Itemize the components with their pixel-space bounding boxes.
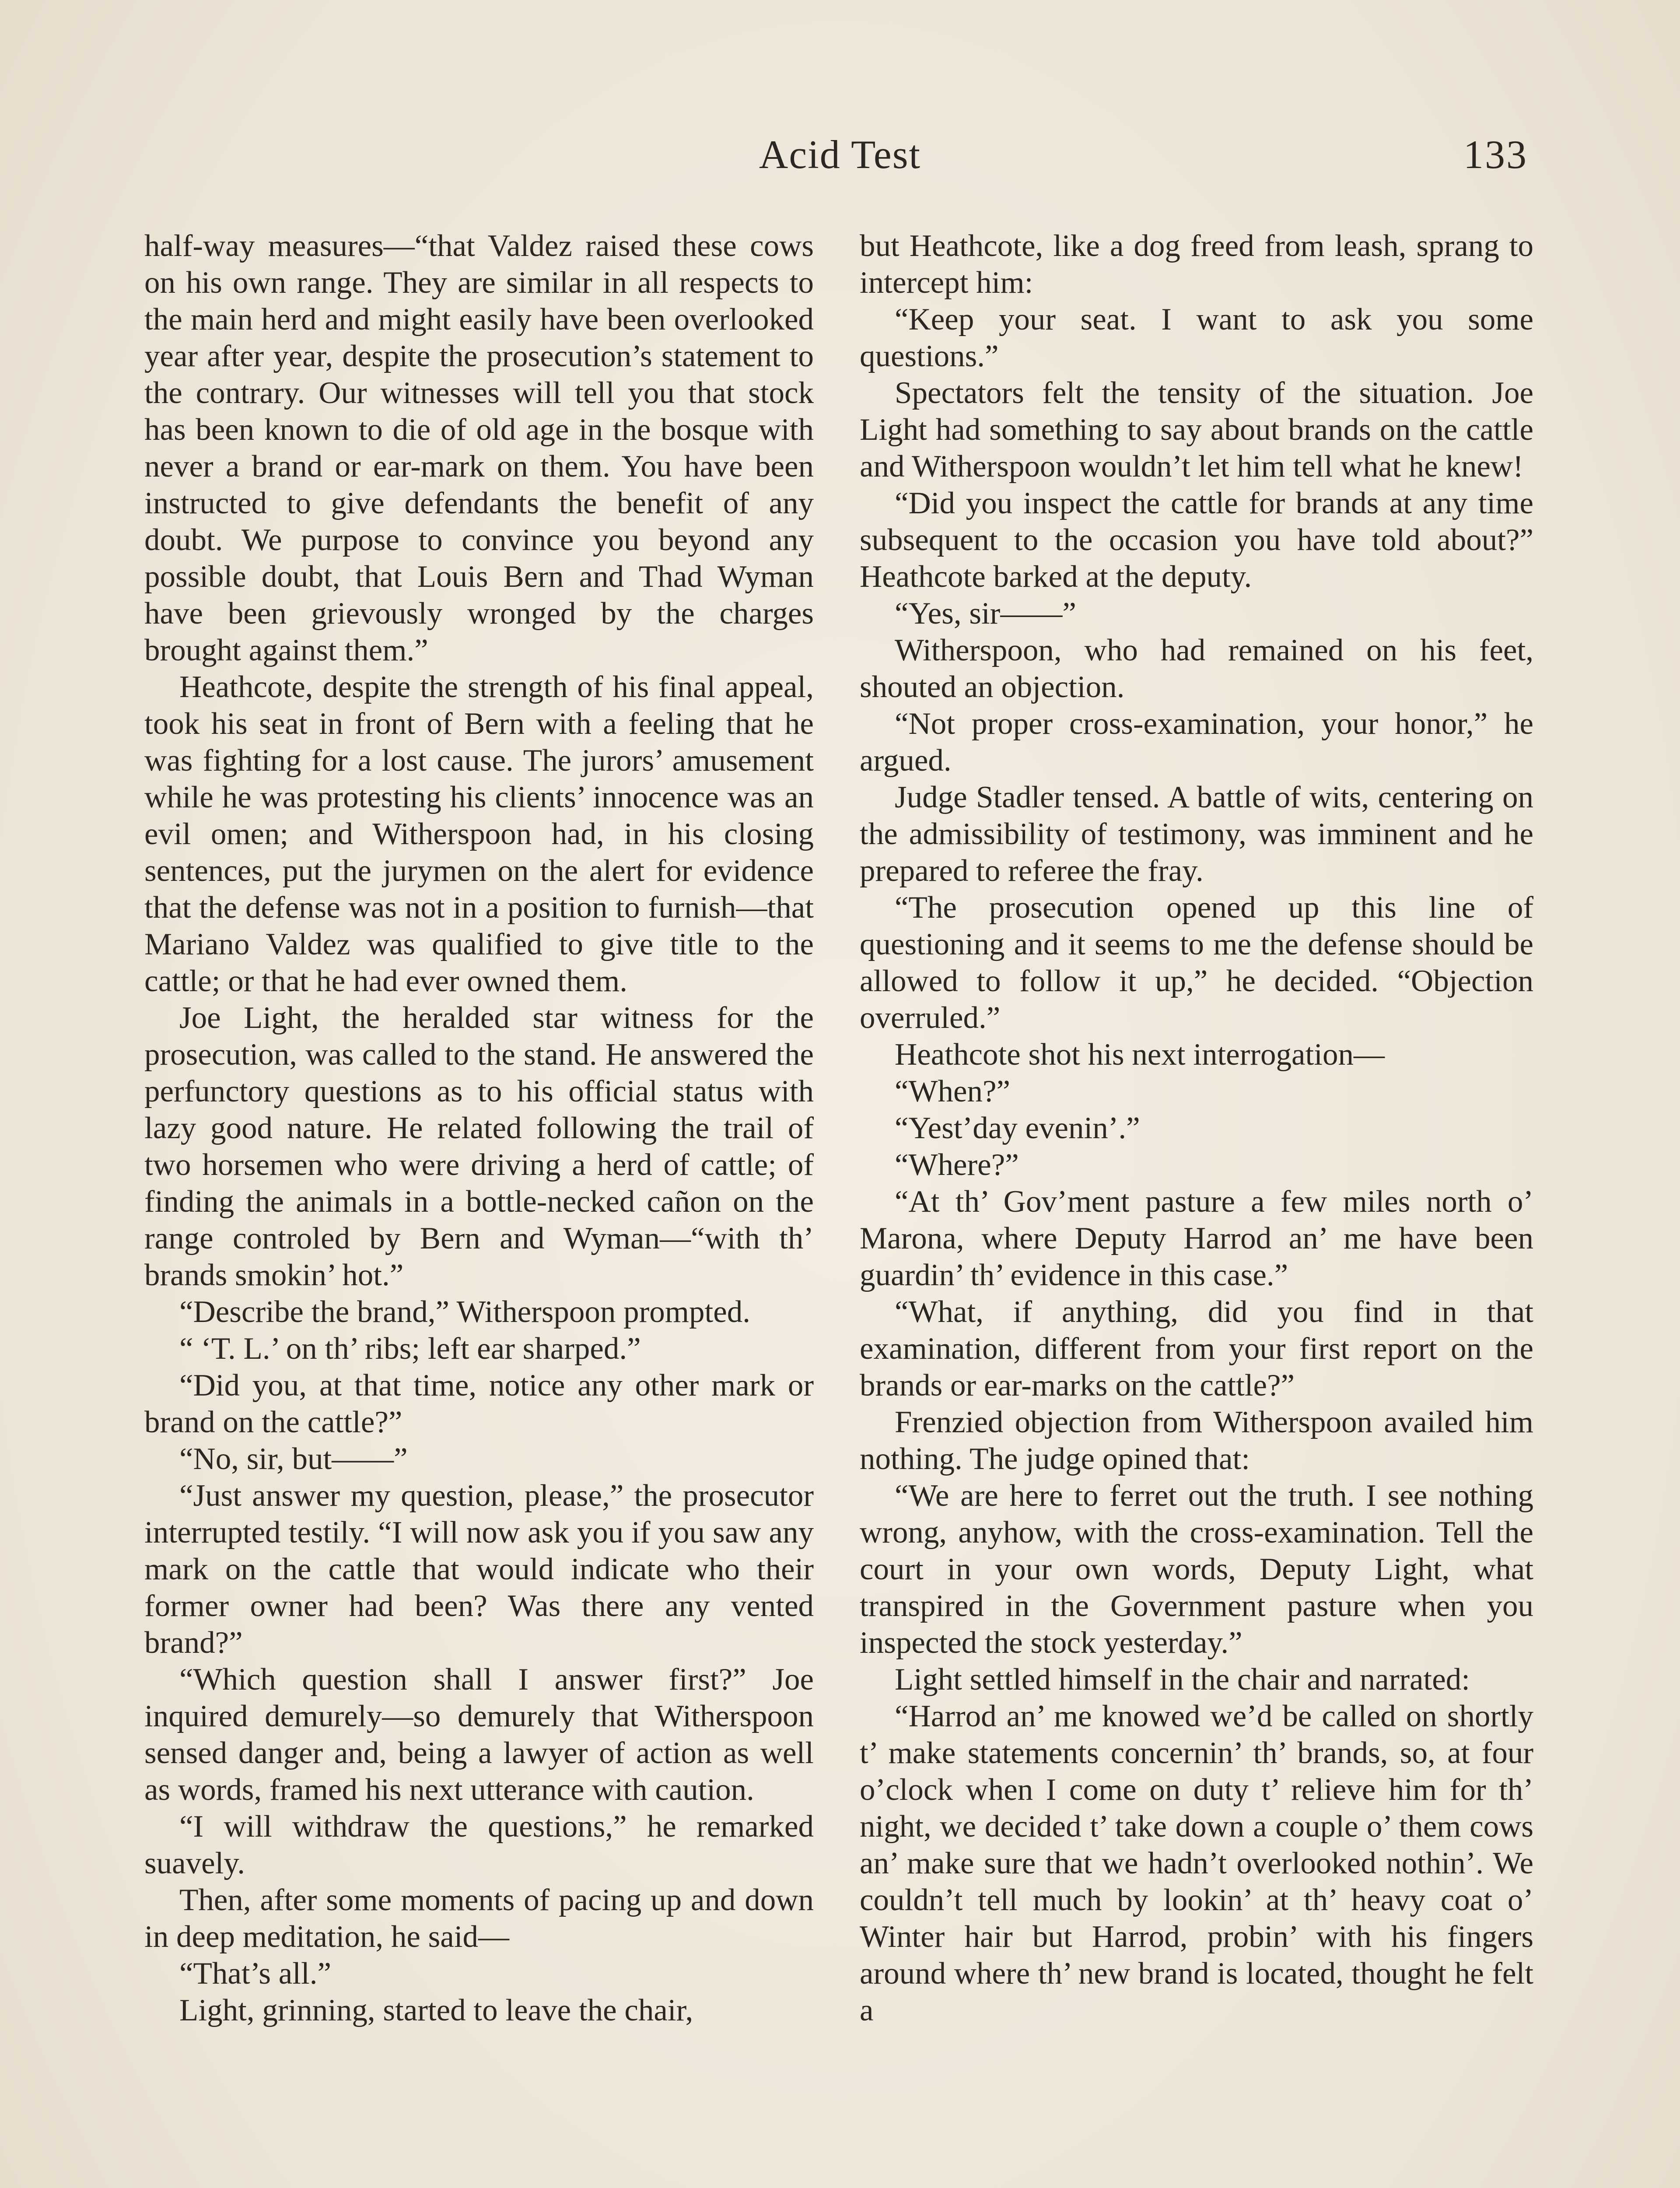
paragraph: “Just answer my question, please,” the prosecutor interrupted testily. “I will now ask you if you saw any mark on the cattle that would indicate who their former owner had been? Was there any vented brand?”: [144, 1479, 814, 1660]
paragraph: but Heathcote, like a dog freed from leash, sprang to intercept him:: [860, 229, 1533, 300]
paragraph: half-way measures—“that Valdez raised these cows on his own range. They are similar in all respects to the main herd and might easily have been overlooked year after year, despite the prosecution’s statement to the contrary. Our witnesses will tell you that stock has been known to die of old age in the bosque with never a brand or ear-mark on them. You have been instructed to give defendants the benefit of any doubt. We purpose to convince you beyond any possible doubt, that Louis Bern and Thad Wyman have been grievously wronged by the charges brought against them.”: [144, 229, 814, 667]
paragraph: “No, sir, but——”: [179, 1442, 408, 1476]
right-text-column: [860, 228, 1533, 2188]
paragraph: “Did you inspect the cattle for brands at any time subsequent to the occasion you have told about?” Heathcote barked at the deputy.: [860, 486, 1533, 594]
paragraph: Heathcote shot his next interrogation—: [895, 1038, 1385, 1072]
running-header-title: Acid Test: [759, 132, 921, 177]
paragraph: “Keep your seat. I want to ask you some questions.”: [860, 302, 1533, 373]
paragraph: Frenzied objection from Witherspoon availed him nothing. The judge opined that:: [860, 1405, 1533, 1476]
paragraph: “Yest’day evenin’.”: [895, 1111, 1140, 1145]
paragraph: Heathcote, despite the strength of his final appeal, took his seat in front of Bern with a feeling that he was fighting for a lost cause. The jurors’ amusement while he was protesting his clients’ innocence was an evil omen; and Witherspoon had, in his closing sentences, put the jurymen on the alert for evidence that the defense was not in a position to furnish—that Mariano Valdez was qualified to give title to the cattle; or that he had ever owned them.: [144, 670, 814, 998]
paragraph: Light, grinning, started to leave the chair,: [179, 1993, 693, 2027]
paragraph: “Describe the brand,” Witherspoon prompted.: [179, 1295, 750, 1329]
paragraph: “What, if anything, did you find in that examination, different from your first report on the brands or ear-marks on the cattle?”: [860, 1295, 1533, 1403]
paragraph: “At th’ Gov’ment pasture a few miles north o’ Marona, where Deputy Harrod an’ me have been guardin’ th’ evidence in this case.”: [860, 1185, 1533, 1292]
left-text-column: [144, 228, 814, 2188]
paragraph: “We are here to ferret out the truth. I see nothing wrong, anyhow, with the cross-examination. Tell the court in your own words, Deputy Light, what transpired in the Government pasture when you inspected the stock yesterday.”: [860, 1479, 1533, 1660]
paragraph: Then, after some moments of pacing up and down in deep meditation, he said—: [144, 1883, 814, 1954]
paragraph: “ ‘T. L.’ on th’ ribs; left ear sharped.”: [179, 1332, 641, 1366]
page-number: 133: [1463, 132, 1528, 177]
paragraph: “The prosecution opened up this line of questioning and it seems to me the defense should be allowed to follow it up,” he decided. “Objection overruled.”: [860, 891, 1533, 1035]
paragraph: “That’s all.”: [179, 1957, 331, 1991]
paragraph: “Where?”: [895, 1148, 1019, 1182]
paragraph: “Yes, sir——”: [895, 596, 1076, 631]
paragraph: “Harrod an’ me knowed we’d be called on shortly t’ make statements concernin’ th’ brands, so, at four o’clock when I come on duty t’ relieve him for th’ night, we decided t’ take down a couple o’ them cows an’ make sure that we hadn’t overlooked nothin’. We couldn’t tell much by lookin’ at th’ heavy coat o’ Winter hair but Harrod, probin’ with his fingers around where th’ new brand is located, thought he felt a: [860, 1699, 1533, 2027]
paragraph: “Which question shall I answer first?” Joe inquired demurely—so demurely that Witherspoon sensed danger and, being a lawyer of action as well as words, framed his next utterance with caution.: [144, 1662, 814, 1807]
paragraph: Witherspoon, who had remained on his feet, shouted an objection.: [860, 633, 1533, 704]
paragraph: “Did you, at that time, notice any other mark or brand on the cattle?”: [144, 1368, 814, 1439]
paragraph: Light settled himself in the chair and narrated:: [895, 1662, 1470, 1697]
paragraph: Spectators felt the tensity of the situation. Joe Light had something to say about brands on the cattle and Witherspoon wouldn’t let him tell what he knew!: [860, 376, 1533, 484]
paragraph: “When?”: [895, 1074, 1011, 1108]
paragraph: “I will withdraw the questions,” he remarked suavely.: [144, 1809, 814, 1880]
paragraph: Judge Stadler tensed. A battle of wits, centering on the admissibility of testimony, was imminent and he prepared to referee the fray.: [860, 780, 1533, 888]
paragraph: “Not proper cross-examination, your honor,” he argued.: [860, 707, 1533, 778]
paragraph: Joe Light, the heralded star witness for the prosecution, was called to the stand. He answered the perfunctory questions as to his official status with lazy good nature. He related following the trail of two horsemen who were driving a herd of cattle; of finding the animals in a bottle-necked cañon on the range controled by Bern and Wyman—“with th’ brands smokin’ hot.”: [144, 1001, 814, 1292]
